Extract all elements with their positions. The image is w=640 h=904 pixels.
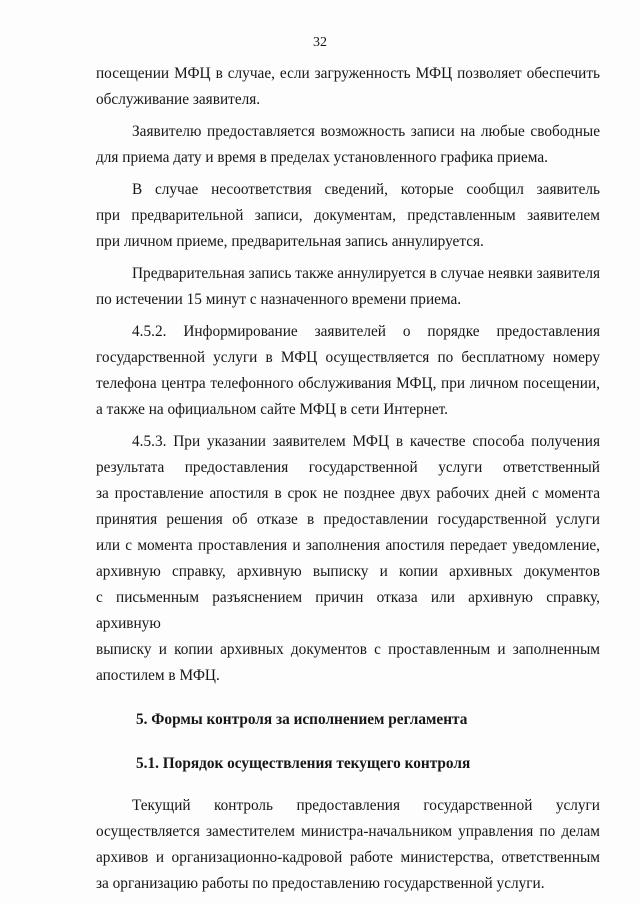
text-line: Заявителю предоставляется возможность записи на любые свободные <box>132 123 600 140</box>
text-line: посещении МФЦ в случае, если загруженность МФЦ позволяет обеспечить <box>96 65 600 82</box>
paragraph-mfc-load <box>96 61 600 113</box>
text-line: архивную справку, архивную выписку и копии архивных документов <box>96 563 600 580</box>
document-body <box>96 61 600 897</box>
paragraph-current-control <box>96 793 600 897</box>
text-line: по истечении 15 минут с назначенного времени приема. <box>96 291 462 308</box>
text-line: результата предоставления государственной услуги ответственный <box>96 459 600 476</box>
text-line: государственной услуги в МФЦ осуществляется по бесплатному номеру <box>96 349 600 366</box>
paragraph-free-slots <box>96 119 600 171</box>
text-line: выписку и копии архивных документов с проставленным и заполненным <box>96 641 600 658</box>
text-line: Предварительная запись также аннулируется в случае неявки заявителя <box>132 265 600 282</box>
paragraph-4-5-2 <box>96 319 600 423</box>
text-line: 4.5.3. При указании заявителем МФЦ в качестве способа получения <box>132 433 600 450</box>
section-5-heading: 5. Формы контроля за исполнением регламента <box>136 711 468 728</box>
text-line: при личном приеме, предварительная запись аннулируется. <box>96 233 484 250</box>
text-line: В случае несоответствия сведений, которые сообщил заявитель <box>132 181 600 198</box>
text-line: осуществляется заместителем министра-начальником управления по делам <box>96 823 600 840</box>
text-line: а также на официальном сайте МФЦ в сети Интернет. <box>96 401 448 418</box>
text-line: за организацию работы по предоставлению государственной услуги. <box>96 875 545 892</box>
text-line: обслуживание заявителя. <box>96 91 261 108</box>
paragraph-4-5-3 <box>96 429 600 689</box>
text-line: или с момента проставления и заполнения апостиля передает уведомление, <box>96 537 600 554</box>
text-line: с письменным разъяснением причин отказа или архивную справку, архивную <box>96 589 600 632</box>
paragraph-no-show <box>96 261 600 313</box>
text-line: за проставление апостиля в срок не позднее двух рабочих дней с момента <box>96 485 600 502</box>
text-line: Текущий контроль предоставления государственной услуги <box>132 797 600 814</box>
text-line: 4.5.2. Информирование заявителей о порядке предоставления <box>132 323 600 340</box>
text-line: архивов и организационно-кадровой работе министерства, ответственным <box>96 849 600 866</box>
text-line: апостилем в МФЦ. <box>96 667 220 684</box>
page-number: 32 <box>313 35 327 50</box>
text-line: для приема дату и время в пределах установленного графика приема. <box>96 149 548 166</box>
section-5-1-heading: 5.1. Порядок осуществления текущего контроля <box>136 755 471 772</box>
text-line: принятия решения об отказе в предоставлении государственной услуги <box>96 511 600 528</box>
text-line: телефона центра телефонного обслуживания МФЦ, при личном посещении, <box>96 375 600 392</box>
text-line: при предварительной записи, документам, представленным заявителем <box>96 207 600 224</box>
paragraph-mismatch <box>96 177 600 255</box>
